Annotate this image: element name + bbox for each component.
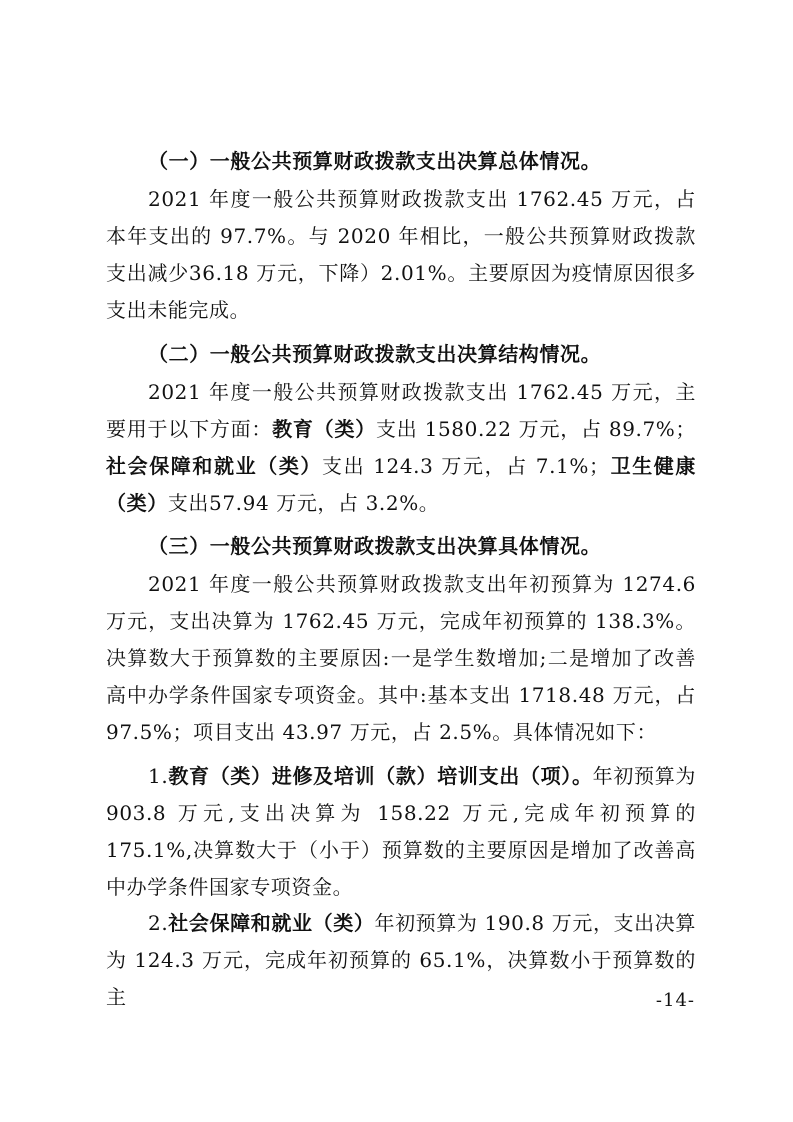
section-3-item-2: [106, 905, 696, 1016]
section-2-text-4: 支出57.94 万元，占 3.2%。: [167, 491, 440, 515]
section-1-heading: （一）一般公共预算财政拨款支出决算总体情况。: [148, 149, 602, 173]
section-3-item-1: [106, 758, 696, 906]
section-2-heading: （二）一般公共预算财政拨款支出决算结构情况。: [148, 342, 602, 366]
section-2-bold-health: 卫生健康（类）: [106, 454, 697, 515]
section-2-text-3: 支出 124.3 万元，占 7.1%；: [322, 454, 610, 478]
item-1-text: 年初预算为 903.8 万元,支出决算为 158.22 万元,完成年初预算的 175.1%,决算数大于（小于）预算数的主要原因是增加了改善高中办学条件国家专项资金。: [106, 764, 696, 899]
section-2-text-2: 支出 1580.22 万元，占 89.7%；: [375, 417, 696, 441]
item-2-text: 年初预算为 190.8 万元，支出决算为 124.3 万元，完成年初预算的 65.1%，决算数小于预算数的主: [106, 911, 697, 1009]
item-2-number: 2.: [148, 911, 169, 935]
section-1-paragraph: 2021 年度一般公共预算财政拨款支出 1762.45 万元，占本年支出的 97.7%。与 2020 年相比，一般公共预算财政拨款支出减少36.18 万元，下降）2.01%。主要原因为疫情原因很多支出未能完成。: [106, 187, 696, 322]
section-3-heading: （三）一般公共预算财政拨款支出决算具体情况。: [148, 534, 602, 558]
section-2-text-1: 2021 年度一般公共预算财政拨款支出 1762.45 万元，主要用于以下方面：: [106, 380, 696, 441]
page-number: -14-: [655, 990, 695, 1011]
section-3-paragraph: 2021 年度一般公共预算财政拨款支出年初预算为 1274.6 万元，支出决算为 1762.45 万元，完成年初预算的 138.3%。决算数大于预算数的主要原因:一是学生数增加;二是增加了改善高中办学条件国家专项资金。其中:基本支出 1718.48 万元，占 97.5%；项目支出 43.97 万元，占 2.5%。具体情况如下：: [106, 572, 696, 744]
section-2-paragraph: [106, 374, 696, 522]
item-1-number: 1.: [148, 764, 169, 788]
section-2-bold-education: 教育（类）: [272, 417, 376, 441]
item-2-bold: 社会保障和就业（类）: [168, 911, 375, 935]
section-2-bold-social-security: 社会保障和就业（类）: [106, 454, 323, 478]
item-1-bold: 教育（类）进修及培训（款）培训支出（项）。: [168, 764, 593, 788]
